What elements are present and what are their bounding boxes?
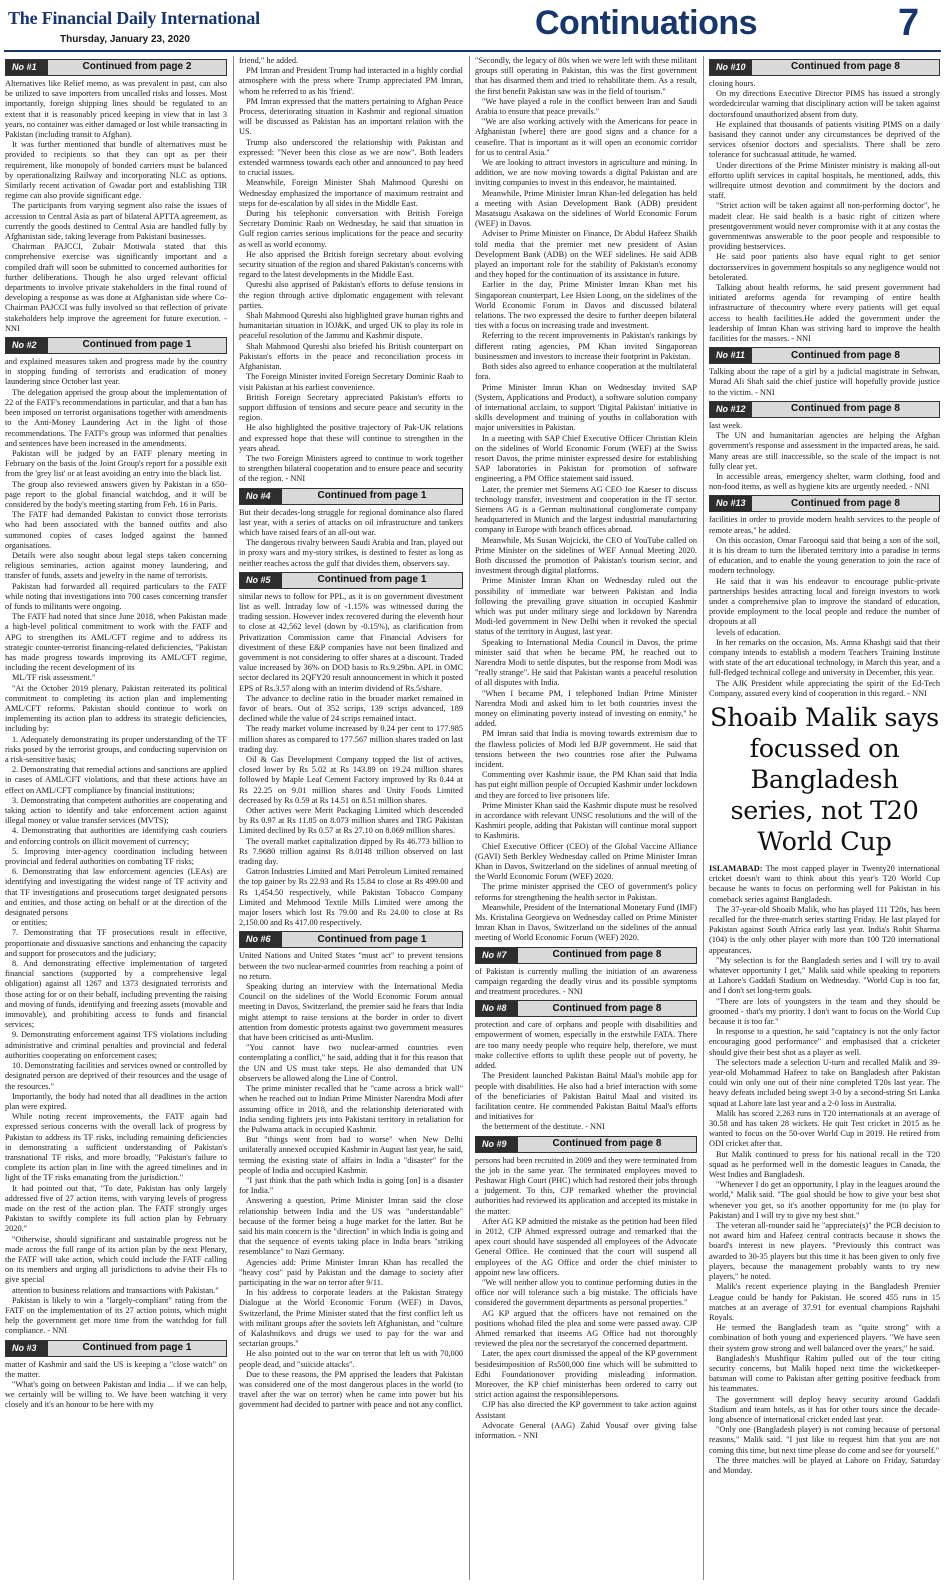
paragraph: "What's going on between Pakistan and India ... if we can help, we certainly will be willing to. We have been watching it very closely and it's an honour to be here with my xyxy=(5,1379,227,1410)
paragraph: "When I became PM, I telephoned Indian Prime Minister Narendra Modi and asked him to let both countries invest the money on eliminating poverty instead of investing on enmity," he added. xyxy=(475,688,697,729)
paragraph: 5. Improving inter-agency coordination including between provincial and federal authorities on combating TF risks; xyxy=(5,846,227,867)
paragraph: But Malik continued to press for his national recall in the T20 squad as he performed well in the domestic leagues in Canada, the West Indies and Bangladesh. xyxy=(709,1149,940,1180)
paragraph: Commenting over Kashmir issue, the PM Khan said that India has put eight million people of Occupied Kashmir under lockdown and they are forced to live prisoners life. xyxy=(475,770,697,800)
continuation-number: No #2 xyxy=(6,338,48,353)
article-body xyxy=(709,79,940,344)
paragraph: The three matches will be played at Lahore on Friday, Saturday and Monday. xyxy=(709,1455,940,1475)
paragraph: He also highlighted the positive trajectory of Pak-UK relations and expressed hope that these will continue to strengthen in the years ahead. xyxy=(239,423,463,453)
continuation-block xyxy=(239,488,463,569)
paragraph: of Pakistan is currently mulling the initiation of an awareness campaign regarding the deadly virus and its possible symptoms and treatment procedures. - NNI xyxy=(475,966,697,997)
paragraph: Referring to the recent improvements in Pakistan's rankings by different rating agencies, PM Khan invited Singaporean businessmen and investors to increase their footprint in Pakistan. xyxy=(475,331,697,361)
paragraph: 3. Demonstrating that competent authorities are cooperating and taking action to identify and take enforcement action against illegal money or value transfer services (MVTS); xyxy=(5,795,227,826)
continuation-block xyxy=(5,337,227,1337)
column-3 xyxy=(475,56,697,1580)
paragraph: Adviser to Prime Minister on Finance, Dr Abdul Hafeez Shaikh told media that the premier met new president of Asian Development Bank (ADB) on the WEF sidelines. He said ADB played an important role for the stability of Pakistan's economy and they hoped for the continuation of its assistance in future. xyxy=(475,229,697,280)
paragraph: Advocate General (AAG) Zahid Yousaf over giving false information. - NNI xyxy=(475,1420,697,1440)
paragraph: It had pointed out that, "To date, Pakistan has only largely addressed five of 27 action items, with varying levels of progress made on the rest of the action plan. The FATF strongly urges Pakistan to swiftly complete its full action plan by February 2020." xyxy=(5,1183,227,1234)
continuation-label: Continued from page 2 xyxy=(82,61,192,73)
continuation-header xyxy=(5,1340,227,1357)
paragraph: After AG KP admitted the mistake as the petition had been filed in 2012, CJP Ahmed expressed outrage and remarked that the apex court should have suspended all employees of the Advocate General Office. He continued that the court will suspend all employees of the AG Office and order the chief minister to appoint new law officers. xyxy=(475,1216,697,1277)
paragraph: The selectors made a selection U-turn and recalled Malik and 39-year-old Mohammad Hafeez to take on Bangladesh after Pakistan could win only one out of their nine completed T20s last year. The heavy defeats included being swept 3-0 by a second-string Sri Lanka squad at Lahore late last year and a 2-0 loss in Australia. xyxy=(709,1057,940,1108)
continuation-header xyxy=(709,59,940,76)
continuation-label: Continued from page 1 xyxy=(82,339,192,351)
continuation-block xyxy=(475,1000,697,1132)
paragraph: friend," he added. xyxy=(239,56,299,65)
paragraph: Meanwhile, President of the International Monetary Fund (IMF) Ms. Kristalina Georgieva on Wednesday called on Prime Minister Imran Khan in Davos, Switzerland on the sidelines of the annual meeting of World Economic Forum (WEF) 2020. xyxy=(475,902,697,943)
paragraph: He also apprised the British foreign secretary about evolving security situation of the region and shared Pakistan's concerns with regard to the latest developments in the Middle East. xyxy=(239,249,463,280)
article-body xyxy=(239,508,463,569)
paragraph: "Strict action will be taken against all non-performing doctor", he madeit clear. He said health is a basic right of citizen where presentgovernment would never compromise with it at any costas the governmentwas answerable to the poor people and responsible to providing bestservices. xyxy=(709,201,940,252)
paragraph: "Otherwise, should significant and sustainable progress not be made across the full range of its action plan by the next Plenary, the FATF will take action, which could include the FATF calling on its members and urging all jurisdictions to advise their FIs to give special xyxy=(5,1234,227,1285)
paragraph: the betterment of the destitute. - NNI xyxy=(482,1122,605,1132)
paragraph: Bangladesh's Mushfiqur Rahim pulled out of the tour citing security concerns, but Malik hoped next time the wicketkeeper-batsman will come to Pakistan after getting positive feedback from his teammates. xyxy=(709,1353,940,1394)
continuation-number: No #9 xyxy=(476,1137,518,1152)
article-body xyxy=(709,864,940,1476)
paragraph: The FATF had noted that since June 2018, when Pakistan made a high-level political commitment to work with the FATF and APG to strengthen its AML/CFT regime and to address its strategic counter-terrorist financing-related deficiencies, "Pakistan has made progress towards improving its AML/CFT regime, including the recent development of its xyxy=(5,612,227,673)
paragraph: On my directions Executive Director PIMS has issued a strongly wordedcircular warning that disciplinary action will be taken against doctorsfound unauthorized absent from duty. xyxy=(709,89,940,119)
continuation-label: Continued from page 8 xyxy=(791,403,900,415)
article-body xyxy=(709,367,940,398)
continuation-number: No #11 xyxy=(710,348,752,363)
dateline: ISLAMABAD: xyxy=(709,863,763,873)
continuation-header xyxy=(475,947,697,964)
paragraph: The veteran all-rounder said he "appreciate(s)" the PCB decision to not award him and Hafeez central contracts because it shows the board's interest in new players. "Previously this contract was awarded to 30-35 players but this time it has been given to only five players, because the management probably wants to try new players," he noted. xyxy=(709,1221,940,1282)
article-body xyxy=(239,56,463,485)
continuation-block xyxy=(709,495,940,699)
article-body xyxy=(5,1360,227,1411)
paragraph: He explained that thousands of patients visiting PIMS on a daily basisand they cannot under any circumstances be deprived of the services ofsenior doctors and specialists. There shall be zero tolerance for suchcasual attitude, he warned. xyxy=(709,119,940,160)
paragraph: closing hours. xyxy=(709,79,756,88)
continuation-block xyxy=(239,931,463,1410)
paragraph: Importantly, the body had noted that all deadlines in the action plan were expired. xyxy=(5,1091,227,1111)
paragraph: 10. Demonstrating facilities and services owned or controlled by designated person are deprived of their resources and the usage of the resources." xyxy=(5,1061,227,1091)
article-body xyxy=(5,357,227,1337)
paragraph xyxy=(709,864,940,905)
paragraph: 4. Demonstrating that authorities are identifying cash couriers and enforcing controls on illicit movement of currency; xyxy=(5,826,227,846)
paragraph: 7. Demonstrating that TF prosecutions result in effective, proportionate and dissuasive sanctions and enhancing the capacity and support for prosecutors and the judiciary; xyxy=(5,928,227,958)
paragraph: Prime Minister Khan said the Kashmir dispute must be resolved in accordance with relevant UNSC resolutions and the will of the Kashmiri people, adding that Pakistan will continue moral support to Kashmiris. xyxy=(475,800,697,841)
continuation-header xyxy=(475,1136,697,1153)
paragraph: CJP has also directed the KP government to take action against Assistant xyxy=(475,1400,697,1420)
continuation-label: Continued from page 1 xyxy=(317,489,427,501)
continuation-block xyxy=(475,56,697,944)
paragraph: "We will neither allow you to continue performing duties in the office nor will tolerance such a big mistake. The officials have considered the government departments as personal properties." xyxy=(475,1277,697,1308)
paragraph: protection and care of orphans and people with disabilities and empowerment of women, especially in the erstwhile FATA. There are too many needy people who require help, therefore, we must make collective efforts to uplift these people out of poverty, he added. xyxy=(475,1020,697,1071)
article-body xyxy=(239,951,463,1410)
paragraph: The President launched Pakistan Baitul Maal's mobile app for people with disabilities. He also had a brief interaction with some of the beneficiaries of Pakistan Baitul Maal and visited its facilitation centre. He commended Pakistan Baitul Maal's efforts and initiatives for xyxy=(475,1071,697,1122)
paragraph: He said that it was his endeavor to encourage public-private partnerships besides attracting local and foreign investors to work under a comprehensive plan to improve the standard of education, provide employment to the local people and reduce the number of dropouts at all xyxy=(709,576,940,627)
masthead xyxy=(0,0,945,52)
paragraph: "Whenever I do get an opportunity, I play in the leagues around the world," Malik said. "The goal should be how to give your best shot whenever you get, so it's another opportunity for me (to play for Pakistan) and I will try to give my best shot." xyxy=(709,1180,940,1220)
paragraph: PM Imran said that India is moving towards extremism due to the flawless policies of Modi led BJP government. He said that tensions between the two countries rose after the Pulwama incident. xyxy=(475,729,697,770)
continuation-label: Continued from page 8 xyxy=(552,1137,662,1149)
paragraph: "There are lots of youngsters in the team and they should be groomed - that's my priority. I don't want to focus on the World Cup because it is too far." xyxy=(709,996,940,1027)
paragraph: matter of Kashmir and said the US is keeping a "close watch" on the matter. xyxy=(5,1359,227,1379)
continuation-header xyxy=(239,488,463,505)
paragraph: Other actives were Merit Packaging Limited which descended by Rs 0.97 at Rs 11.85 on 8.073 million shares and TRG Pakistan Limited declined by Rs 0.57 at Rs 27.10 on 8.069 million shares. xyxy=(239,806,463,836)
paragraph: and explained measures taken and progress made by the country in stopping funding of terrorists and eradication of money laundering since October last year. xyxy=(5,357,227,387)
continuation-number: No #3 xyxy=(6,1341,48,1356)
paragraph: Later, the apex court dismissed the appeal of the KP government besidesimposition of Rs500,000 fine which will be submitted to Edhi Foundationover providing misleading information. Moreover, the KP chief ministerhas been ordered to carry out strict action against the responsiblepersons. xyxy=(475,1349,697,1400)
paragraph: Meanwhile, Foreign Minister Shah Mahmood Qureshi on Wednesday emphasized the importance of maximum restraint and steps for de-escalation by all sides in the Middle East. xyxy=(239,178,463,208)
paragraph: Speaking during an interview with the International Media Council on the sidelines of the World Economic Forum annual meeting in Davos, Switzerland, the premier said he fears that India might attempt to raise tensions at the border in order to divert attention from domestic protests against two government measures that have been criticised as anti-Muslim. xyxy=(239,982,463,1043)
paragraph: The overall market capitalization dipped by Rs 46.773 billion to Rs 7.9680 trillion against Rs 8.0148 trillion observed on last trading day. xyxy=(239,836,463,867)
continuation-block xyxy=(475,1136,697,1442)
paragraph: Details were also sought about legal steps taken concerning religious seminaries, action against money laundering, and transfer of funds, assets and jewelry in the name of terrorists. xyxy=(5,550,227,581)
paragraph: Gatron Industries Limited and Mari Petroleum Limited remained the top gainer by Rs 22.93 and Rs 15.84 to close at Rs 499.00 and Rs 1,454.50 respectively, while Pakistan Tobacco Company Limited and Mehmood Textile Mills Limited were among the major losers which lost Rs 79.00 and Rs 24.00 to close at Rs 2,150.00 and Rs 417.00 respectively. xyxy=(239,867,463,928)
continuation-header xyxy=(5,59,227,76)
paragraph: Chief Executive Officer (CEO) of the Global Vaccine Alliance (GAVI) Seth Berkley Wednesday called on Prime Minister Imran Khan in Davos, Switzerland on the sidelines of annual meeting of the World Economic Forum (WEF) 2020. xyxy=(475,841,697,882)
paragraph: 1. Adequately demonstrating its proper understanding of the TF risks posed by the terrorist groups, and conducting supervision on a risk-sensitive basis; xyxy=(5,734,227,764)
continuation-block xyxy=(709,59,940,344)
paragraph: The Foreign Minister invited Foreign Secretary Dominic Raab to visit Pakistan at his earliest convenience. xyxy=(239,372,463,392)
paragraph: "We are also working actively with the Americans for peace in Afghanistan [where] there are good signs and a chance for a ceasefire. That is important as it will open an economic corridor for us to central Asia." xyxy=(475,117,697,157)
paragraph: Due to these reasons, the PM apprised the leaders that Pakistan was considered one of the most dangerous places in the world (to travel after the war on terror) when he came into power but his government had decided to partner with peace and not any conflict. xyxy=(239,1369,463,1410)
paragraph-text: The most capped player in Twenty20 international cricket doesn't want to think about this year's T20 World Cup because he wants to focus on performing well for Pakistan in his comeback series against Bangladesh. xyxy=(709,863,940,904)
continuation-block xyxy=(475,947,697,998)
paragraph: In his address to corporate leaders at the Pakistan Strategy Dialogue at the World Economic Forum (WEF) in Davos, Switzerland, the Prime Minister stated that the first conflict left us with militant groups after the soviets left Afghanistan, and "culture of Kalashnikovs and drugs we used to pay for the war and sectarian groups." xyxy=(239,1288,463,1349)
continuation-number: No #8 xyxy=(476,1001,518,1016)
continuation-label: Continued from page 8 xyxy=(552,949,662,961)
paragraph: PM Imran and President Trump had interacted in a highly cordial atmosphere with the press where Trump appreciated PM Imran, whom he referred to as his 'friend'. xyxy=(239,66,463,96)
continuation-number: No #12 xyxy=(710,402,752,417)
article-body xyxy=(239,592,463,929)
paragraph: AG KP argued that the officers have not remained on the positions whohad filed the plea and some were passed away. CJP Ahmed remarked that itseems AG Office had not thoroughly reviewed the plea nor the secretaryof the concerned department. xyxy=(475,1308,697,1349)
paragraph: Both sides also agreed to enhance cooperation at the multilateral fora. xyxy=(475,362,697,382)
paragraph: Oil & Gas Development Company topped the list of actives, closed lower by Rs 5.02 at Rs 143.89 on 19.24 million shares followed by Maple Leaf Cement Factory improved by Rs 0.44 at Rs 22.25 on 9.01 million shares and Unity Foods Limited decreased by Rs 0.59 at Rs 14.51 on 8.51 million shares. xyxy=(239,755,463,805)
paragraph: Talking about the rape of a girl by a judicial magistrate in Sehwan, Murad Ali Shah said the chief justice will hopefully provide justice to the victim. - NNI xyxy=(709,367,940,397)
paragraph: In her remarks on the occasion, Ms. Amna Khashgi said that their company intends to establish a modern Teachers Training Institute with state of the art educational technology, in March this year, and a full-fledged technical college and university in December, this year. xyxy=(709,637,940,678)
paragraph: We are looking to attract investors in agriculture and mining. In addition, we are now moving towards a digital Pakistan and are inviting companies to invest in this endeavor, he maintained. xyxy=(475,158,697,188)
masthead-rule xyxy=(4,50,941,52)
continuation-block xyxy=(239,56,463,485)
paragraph: The UN and humanitarian agencies are helping the Afghan government's response and assessment in the impacted areas, he said. Many areas are still inaccessible, so the scale of the impact is not fully clear yet. xyxy=(709,431,940,471)
paragraph: 9. Demonstrating enforcement against TFS violations including administrative and criminal penalties and provincial and federal authorities cooperating on enforcement cases; xyxy=(5,1030,227,1060)
news-story xyxy=(709,703,940,1476)
continuation-label: Continued from page 8 xyxy=(552,1002,662,1014)
paragraph: The group also reviewed answers given by Pakistan in a 650-page report to the global financial watchdog, and it will be considered by the body's meeting starting from Feb. 16 in Paris. xyxy=(5,479,227,509)
paragraph: Talking about health reforms, he said present government had initiated areforms agenda for revamping of entire health infrastructure of thecountry where every patients will get equal access to health facilities.He added the government under the leadership of Imran Khan was striving hard to improve the health facilities for the masses. - NNI xyxy=(709,283,940,344)
page-number: 7 xyxy=(898,2,920,44)
paragraph: Shah Mahmood Qureshi also briefed his British counterpart on Pakistan's efforts in the peace and reconciliation process in Afghanistan. xyxy=(239,341,463,372)
continuation-header xyxy=(475,1000,697,1017)
article-body xyxy=(475,967,697,998)
continuation-block xyxy=(709,401,940,492)
paragraph: 2. Demonstrating that remedial actions and sanctions are applied in cases of AML/CFT violations, and that these actions have an effect on AML/CFT compliance by financial institutions; xyxy=(5,765,227,795)
continuation-label: Continued from page 8 xyxy=(791,349,900,361)
paragraph: The 37-year-old Shoaib Malik, who has played 111 T20s, has been recalled for the three-match series starting Friday. He last played for Pakistan against South Africa early last year. India's Rohit Sharma (104) is the only other player with more than 100 T20 international appearances. xyxy=(709,904,940,955)
column-1 xyxy=(5,56,227,1580)
continuation-number: No #7 xyxy=(476,948,518,963)
paragraph: Meanwhile, Prime Minister Imran Khan-led delegation has held a meeting with Asian Development Bank (ADB) president Masatsugu Asakawa on the sidelines of World Economic Forum (WEF) in Davos. xyxy=(475,188,697,229)
paragraph: Qureshi also apprised of Pakistan's efforts to defuse tensions in the region through active diplomatic engagement with relevant parties. xyxy=(239,280,463,310)
paragraph: The advance to decline ratio in the broader market remained in favor of bears. Out of 352 scrips, 139 scrips advanced, 189 declined while the value of 24 scrips remained intact. xyxy=(239,693,463,724)
paragraph: last week. xyxy=(709,420,743,430)
story-headline: Shoaib Malik says focussed on Bangladesh series, not T20 World Cup xyxy=(710,702,939,857)
paragraph: He also pointed out to the war on terror that left us with 70,000 people dead, and "suicide attacks". xyxy=(239,1349,463,1369)
column-2 xyxy=(239,56,463,1580)
paragraph: Later, the premier met Siemens AG CEO Joe Kaeser to discuss technology transfer, investment and cooperation in the IT sector. Siemens AG is a German multinational conglomerate company headquartered in Munich and the largest industrial manufacturing company in Europe with branch offices abroad. xyxy=(475,484,697,535)
continuation-number: No #1 xyxy=(6,60,48,75)
paragraph: facilities in order to provide modern health services to the people of remote areas," he added. xyxy=(709,515,940,535)
paragraph: In response to a question, he said "captaincy is not the only factor encouraging good performance" and emphasised that a cricketer should give their best shot as a player as well. xyxy=(709,1027,940,1057)
paragraph: He said poor patients also have equal right to get senior doctorsservices in government hospitals so any negligence would not betolerated. xyxy=(709,252,940,282)
newspaper-name: The Financial Daily International xyxy=(8,8,260,28)
continuation-block xyxy=(709,347,940,398)
paragraph: Meanwhile, Ms Susan Wojcicki, the CEO of YouTube called on Prime Minister on the sidelines of WEF Annual Meeting 2020. Both discussed the promotion of Pakistan's tourism sector, and investment through digital platforms. xyxy=(475,535,697,576)
paragraph: The ready market volume increased by 0.24 per cent to 177.985 million shares as compared to 177.567 million shares traded on last trading day. xyxy=(239,724,463,754)
paragraph: The two Foreign Ministers agreed to continue to work together to strengthen bilateral cooperation and to ensure peace and security of the region. - NNI xyxy=(239,453,463,484)
paragraph: "Only one (Bangladesh player) is not coming because of personal reasons," Malik said. "I just like to request him that you are not coming this time, but next time please do come and see for yourself." xyxy=(709,1425,940,1455)
continuation-header xyxy=(239,931,463,948)
paragraph: The delegation apprised the group about the implementation of 22 of the FATF's recommendations in particular, and that a ban has been imposed on terrorist organisations together with amendments to the Anti-Money Laundering Act in the light of those recommendations. The FATF's group was informed that penalties and sentences have been increased in the amendments. xyxy=(5,387,227,448)
paragraph: ML/TF risk assessment." xyxy=(12,673,96,683)
paragraph: Trump also underscored the relationship with Pakistan and expressed: "Never been this close as we are now". Both leaders extended warmness towards each other and announced to pay heed to crucial issues. xyxy=(239,137,463,178)
paragraph: Chairman PAJCCI, Zubair Motiwala stated that this comprehensive exercise was significantly important and a compiled draft will soon be submitted to concerned authorities for further deliberations. Though he also urged relevant official departments to involve private stakeholders in the final round of developing a response as was done at Afghanistan side where Co-Chairman PAJCCI was fully involved so that reflection of private stakeholders help improve the agreement for future execution. - NNI xyxy=(5,242,227,333)
column-divider xyxy=(703,56,704,1580)
paragraph: The government will deploy heavy security around Gaddafi Stadium and team hotels, as it has for other tours since the decade-long absence of international cricket ended last year. xyxy=(709,1394,940,1424)
paragraph: It was further mentioned that bundle of alternatives must be provided to recipients so that they can opt as per their requirement, like monopoly of bonded carriers must be balanced by operationalizing Railway and incorporating NLC as options. Similarly recent activation of Gwadar port and establishing TIR regime can also provide significant edge. xyxy=(5,140,227,201)
paragraph: Shah Mahmood Qureshi also highlighted grave human rights and humanitarian situation in IOJ&K, and urged UK to play its role in peaceful resolution of the Jammu and Kashmir dispute. xyxy=(239,311,463,341)
column-divider xyxy=(469,56,470,1580)
paragraph: While noting recent improvements, the FATF again had expressed serious concerns with the overall lack of progress by Pakistan to address its TF risks, including remaining deficiencies in demonstrating a sufficient understanding of Pakistan's transnational TF risks, and more broadly, "Pakistan's failure to complete its action plan in line with the agreed timelines and in light of the TF risks emanating from the jurisdiction." xyxy=(5,1112,227,1183)
paragraph: Under directions of the Prime Minister ministry is making all-out effortto uplift services in capital hospitals, he mentioned, adds, this willrequire utmost devotion and commitment by the doctors and staff. xyxy=(709,160,940,201)
article-body xyxy=(475,1020,697,1132)
paragraph: Pakistan is likely to win a "largely-compliant" rating from the FATF on the implementation of its 27 action points, which might help the government get more time from the watchdog for full compliance. - NNI xyxy=(5,1295,227,1336)
paragraph: The dangerous rivalry between Saudi Arabia and Iran, played out in proxy wars and my-story strikes, is destined to fester as long as neither reaches across the gulf that divides them, observers say. xyxy=(239,538,463,568)
continuation-number: No #13 xyxy=(710,496,752,511)
paragraph: attention to business relations and transactions with Pakistan." xyxy=(12,1285,219,1295)
paragraph: British Foreign Secretary appreciated Pakistan's efforts to support diffusion of tensions and secure peace and security in the region. xyxy=(239,392,463,423)
paragraph: Prime Minister Imran Khan on Wednesday invited SAP (System, Applications and Product), a software solution company of international acclaim, to support 'Digital Pakistan' initiative in skills development and training of youths in collaboration with major universities in Pakistan. xyxy=(475,382,697,433)
paragraph: levels of education. xyxy=(716,627,781,637)
paragraph: Agencies add: Prime Minister Imran Khan has recalled the "heavy cost" paid by Pakistan and the damage to society after participating in the war on terror after 9/11. xyxy=(239,1257,463,1287)
paragraph: "We have played a role in the conflict between Iran and Saudi Arabia to ensure that peace prevails." xyxy=(475,96,697,117)
column-4 xyxy=(709,56,940,1580)
paragraph: The AJK President while appreciating the spirit of the Ed-Tech Company, assured every kind of cooperation in this regard. - NNI xyxy=(709,678,940,698)
continuation-label: Continued from page 8 xyxy=(791,61,900,73)
article-body xyxy=(709,515,940,699)
paragraph: persons had been recruited in 2009 and they were terminated from the job in the same year. The terminated employees moved to Peshawar High Court (PHC) which had restored their jobs through a judgement. To this, CJP remarked whether the provincial authorities had reviewed its application and accepted its mistake in the matter. xyxy=(475,1155,697,1216)
paragraph: 8. And demonstrating effective implementation of targeted financial sanctions (supported by a comprehensive legal obligation) against all 1267 and 1373 designated terrorists and those acting for or on their behalf, including preventing the raising and moving of funds, identifying and freezing assets (movable and immovable), and prohibiting access to funds and financial services; xyxy=(5,959,227,1030)
continuation-block xyxy=(239,572,463,929)
paragraph: Malik's recent experience playing in the Bangladesh Premier League could be handy for Pakistan. He scored 455 runs in 15 matches at an average of 37.91 for eventual champions Rajshahi Royals. xyxy=(709,1282,940,1322)
paragraph: During his telephonic conversation with British Foreign Secretary Dominic Raab on Wednesday, he said that situation in Gulf region carries serious implications for the peace and security as well as world economy. xyxy=(239,209,463,249)
paragraph: But "things went from bad to worse" when New Delhi unilaterally annexed occupied Kashmir in August last year, he said, terming the existing state of affairs in India a "disaster" for the people of India and occupied Kashmir. xyxy=(239,1135,463,1175)
continuation-number: No #5 xyxy=(240,573,282,588)
article-body xyxy=(475,56,697,944)
article-body xyxy=(709,421,940,492)
continuation-number: No #10 xyxy=(710,60,752,75)
continuation-number: No #6 xyxy=(240,932,282,947)
paragraph: In a meeting with SAP Chief Executive Officer Christian Klein on the sidelines of World Economic Forum (WEF) at the Swiss resort Davos, the prime minister expressed desire for establishing SAP laboratories in Pakistan for promotion of software engineering, a PM Office statement said issued. xyxy=(475,433,697,484)
paragraph: Speaking to International Media Council in Davos, the prime minister said that when he became PM, he reached out to Narendra Modi to settle disputes, but the response from Modi was "really strange". He said that Pakistan wants a peaceful resolution of all disputes with India. xyxy=(475,637,697,688)
paragraph: "Secondly, the legacy of 80s when we were left with these militant groups still operating in Pakistan, this was the first government that has disarmed them and tried to rehabilitate them. As a result, the first benefit Pakistan saw was in the field of tourism." xyxy=(475,56,697,96)
article-body xyxy=(5,79,227,334)
paragraph: "My selection is for the Bangladesh series and I will try to avail whatever opportunity I get," Malik said while speaking to reporters at Lahore's Gaddafi Stadium on Wednesday. "World Cup is too far, and I don't set long-term goals. xyxy=(709,955,940,996)
paragraph: "You cannot have two nuclear-armed countries even contemplating a conflict," he said, adding that it for this reason that the UN and US must take steps. He also demanded that UN observers be allowed along the Line of Control. xyxy=(239,1043,463,1083)
paragraph: 6. Demonstrating that law enforcement agencies (LEAs) are identifying and investigating the widest range of TF activity and that TF investigations and prosecutions target designated persons and entities, and those acting on behalf or at the direction of the designated persons xyxy=(5,867,227,918)
continuation-label: Continued from page 1 xyxy=(82,1341,192,1353)
continuation-block xyxy=(5,1340,227,1411)
continuation-label: Continued from page 1 xyxy=(317,574,427,586)
continuation-label: Continued from page 8 xyxy=(791,497,900,509)
paragraph: In accessible areas, emergency shelter, warm clothing, food and non-food items, as well as hygiene kits are urgently needed. - NNI xyxy=(709,471,940,492)
section-title: Continuations xyxy=(535,4,758,42)
continuation-header xyxy=(5,337,227,354)
paragraph: Malik has scored 2,263 runs in T20 internationals at an average of 30.58 and has taken 28 wickets. He quit Test cricket in 2015 as he wanted to focus on the 50-over World Cup in 2019. He retired from ODI cricket after that. xyxy=(709,1108,940,1149)
paragraph: "I just think that the path which India is going [on] is a disaster for India." xyxy=(239,1175,463,1196)
paragraph: Answering a question, Prime Minister Imran said the close relationship between India and the US was "understandable" because of the former being a huge market for the latter. But he said his main concern is the "direction" in which India is going and that the sequence of events taking place in India bears "striking resemblance" to Nazi Germany. xyxy=(239,1196,463,1257)
paragraph: The prime minister apprised the CEO of government's policy reforms for strengthening the health sector in Pakistan. xyxy=(475,882,697,902)
paragraph: PM Imran expressed that the matters pertaining to Afghan Peace Process, deteriorating situation in Kashmir and regional situation will be discussed as Pakistan has an important relation with the US. xyxy=(239,96,463,137)
paragraph: But their decades-long struggle for regional dominance also flared last year, with a series of attacks on oil infrastructure and tankers which have raised fears of an all-out war. xyxy=(239,507,463,537)
paragraph: Pakistan will be judged by an FATF plenary meeting in February on the basis of the Joint Group's report for a possible exit from the 'grey list' or at least avoiding an entry into the black list. xyxy=(5,448,227,479)
continuation-header xyxy=(709,495,940,512)
continuation-block xyxy=(5,59,227,334)
continuation-label: Continued from page 1 xyxy=(317,933,427,945)
paragraph: Earlier in the day, Prime Minister Imran Khan met his Singaporean counterpart, Lee Hsien Loong, on the sidelines of the World Economic Forum in Davos and discussed bilateral relations. The two expressed the desire to further deepen bilateral ties with a focus on increasing trade and investment. xyxy=(475,280,697,331)
issue-date: Thursday, January 23, 2020 xyxy=(60,34,190,45)
paragraph: Pakistan had forwarded all required particulars to the FATF while noting that investigations into 700 cases concerning transfer of funds to militants were ongoing. xyxy=(5,581,227,611)
paragraph: He termed the Bangladesh team as "quite strong" with a combination of both young and experienced players. "We have seen their system grow strong and well balanced over the years," he said. xyxy=(709,1323,940,1353)
paragraph: On this occasion, Omar Farooqui said that being a son of the soil, it is his dream to turn the liberated territory into a paradise in terms of education, and to enable the young generation to join the race of modern technology. xyxy=(709,535,940,576)
paragraph: The prime minister recalled that he "came across a brick wall" when he reached out to Indian Prime Minister Narendra Modi after assuming office in 2018, and the relationship deteriorated with India sending fighters jets into Pakistani territory in retaliation for the Pulwama attack in occupied Kashmir. xyxy=(239,1084,463,1134)
paragraph: similar news to follow for PPL, as it is on government divestment list as well. Intraday low of -1.15% was witnessed during the trading session. However index recovered during the eleventh hour to close at 42,562 level (down by -0.15%), as clarification from Privatization Commission came that Financial Advisers for divestment of these E&P companies have not been finalized and government is not considering to offer shares at a discount. Traded value increased by 36% on DOD basis to Rs.9.29bn. APL in OMC sector declared its 2QFY20 result announcement in which it posted EPS of Rs.3.57 along with an interim dividend of Rs.5/share. xyxy=(239,591,463,693)
paragraph: or entities; xyxy=(12,918,48,928)
article-body xyxy=(475,1156,697,1442)
paragraph: "At the October 2019 plenary, Pakistan reiterated its political commitment to completing its action plan and implementing AML/CFT reforms. Pakistan should continue to work on implementing its action plan to address its strategic deficiencies, including by: xyxy=(5,683,227,734)
continuation-number: No #4 xyxy=(240,489,282,504)
continuation-header xyxy=(709,401,940,418)
paragraph: United Nations and United States "must act" to prevent tensions between the two nuclear-armed countries from reaching a point of no return. xyxy=(239,951,463,981)
continuation-header xyxy=(709,347,940,364)
paragraph: The FATF had demanded Pakistan to convict those terrorists who had been associated with the banned outfits and also summoned copies of cases lodged against the banned organisations. xyxy=(5,510,227,550)
paragraph: Alternatives like Relief memo, as was prevalent in past, can also be utilized to save importers from uncalled risks and losses. Most importantly, foreign shipping lines should be regulated to an extent that it is reasonably priced keeping in view that in last 3 years, no container was either damaged or lost while transacting in Pakistan (including transit to Afghan). xyxy=(5,79,227,140)
paragraph: The participants from varying segment also raise the issues of accession to Central Asia as part of bilateral APTTA agreement, as currently the goods destined to Central Asia are handled fully by Afghanistan side, taking leverage from Pakistani businesses. xyxy=(5,201,227,242)
column-divider xyxy=(233,56,234,1580)
continuation-header xyxy=(239,572,463,589)
paragraph: Prime Minister Imran Khan on Wednesday ruled out the possibility of immediate war between Pakistan and India following the prevailing grave situation in occupied Kashmir which was put under military siege and lockdown by Narendra Modi-led government in New Delhi when it revoked the special status of the territory in August, last year. xyxy=(475,576,697,637)
